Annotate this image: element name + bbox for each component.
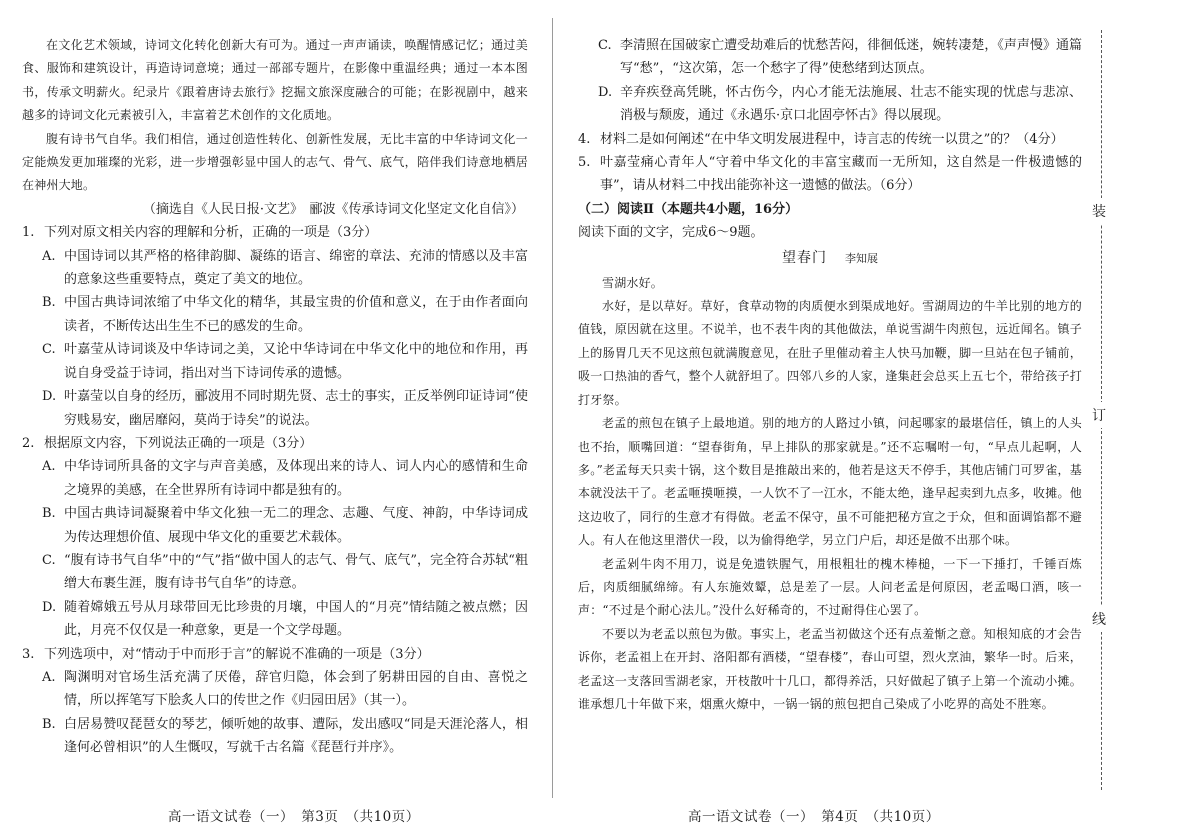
question-number: 2.	[22, 435, 35, 451]
option-text: 叶嘉莹以自身的经历，郦波用不同时期先贤、志士的事实，正反举例印证诗词“使穷贱易安，幽居靡闷，莫尚于诗矣”的说法。	[64, 389, 528, 428]
option-a	[22, 666, 528, 713]
option-text: 辛弃疾登高凭眺，怀古伤今，内心才能无法施展、壮志不能实现的忧虑与悲凉、消极与颓废，通过《永遇乐·京口北固亭怀古》得以展现。	[620, 84, 1082, 124]
option-letter: A.	[42, 669, 56, 685]
option-b	[22, 713, 528, 760]
intro-paragraph-1: 在文化艺术领域，诗词文化转化创新大有可为。通过一声声诵读，唤醒情感记忆；通过美食、服饰和建筑设计，再造诗词意境；通过一部部专题片，在影像中重温经典；通过一本本图书，传承文明薪火。纪录片《跟着唐诗去旅行》挖掘文旅深度融合的可能；在影视剧中，越来越多的诗词文化元素被引入，丰富着艺术创作的文化质地。	[22, 38, 528, 123]
story-paragraph: 不要以为老孟以煎包为傲。事实上，老孟当初做这个还有点羞惭之意。知根知底的才会告诉你，老孟祖上在开封、洛阳都有酒楼，“望春楼”，春山可望，烈火烹油，繁华一时。后来，老孟这一支落回雪湖老家，开枝散叶十几口，都得养活，只好做起了镇子上第一个流动小摊。谁承想几十年做下来，烟熏火燎中，一锅一锅的煎包把自己染成了小吃界的高处不胜寒。	[578, 626, 1082, 711]
option-letter: B.	[42, 506, 56, 522]
option-a	[22, 455, 528, 502]
binding-char-xian: 线	[1092, 606, 1106, 632]
option-b	[22, 291, 528, 338]
story-paragraph: 老孟的煎包在镇子上最地道。别的地方的人路过小镇，问起哪家的最堪信任，镇上的人头也不抬，顺嘴回道：“望春街角，早上排队的那家就是。”还不忘嘱咐一句，“早点儿起啊，人多。”老孟每天只卖十锅，这个数目是推敲出来的，他若是这天不停手，其他店铺门可罗雀，基本就没法干了。老孟咂摸咂摸，一人饮不了一江水，不能太绝，逢早起卖到九点多，收摊。他这边收了，同行的生意才有得做。老孟不保守，虽不可能把秘方宣之于众，但和面调馅都不避人。有人在他这里潜伏一段，以为偷得绝学，另立门户后，却还是做不出那个味。	[578, 416, 1082, 548]
option-text: 中国诗词以其严格的格律韵脚、凝练的语言、绵密的章法、充沛的情感以及丰富的意象这些重要特点，奠定了美文的地位。	[64, 248, 528, 288]
option-text: 中华诗词所具备的文字与声音美感，及体现出来的诗人、词人内心的感情和生命之境界的美感，在全世界所有诗词中都是独有的。	[64, 459, 528, 498]
option-letter: B.	[42, 716, 56, 732]
story-author: 李知展	[845, 251, 878, 265]
option-text: 随着嫦娥五号从月球带回无比珍贵的月壤，中国人的“月亮”情结随之被点燃；因此，月亮不仅仅是一种意象，更是一个文学母题。	[64, 599, 528, 639]
question-number: 1.	[22, 225, 35, 241]
question-stem: 根据原文内容，下列说法正确的一项是（3分）	[44, 435, 313, 451]
page-footer-right: 高一语文试卷（一） 第4页 （共10页）	[688, 809, 940, 825]
story-paragraph: 老孟剁牛肉不用刀，说是免遗铁腥气，用根粗壮的槐木棒槌，一下一下捶打，千锤百炼后，肉质细腻绵缔。有人东施效颦，总是差了一层。人问老孟是何原因，老孟喝口酒，咳一声：“不过是个耐心法儿。”没什么好稀奇的，不过耐得住心罢了。	[578, 556, 1082, 618]
option-text: 李清照在国破家亡遭受劫难后的忧愁苦闷，徘徊低迷，婉转凄楚，《声声慢》通篇写“愁”，“这次第，怎一个愁字了得”使愁绪到达顶点。	[620, 38, 1082, 77]
story-paragraph: 水好，是以草好。草好，食草动物的肉质便水到渠成地好。雪湖周边的牛羊比别的地方的值钱，原因就在这里。不说羊，也不表牛肉的其他做法，单说雪湖牛肉煎包，远近闻名。镇子上的肠胃几天不见这煎包就满腹意见，在肚子里催动着主人快马加鞭，脚一旦站在包子铺前，吸一口热油的香气，整个人就舒坦了。四邻八乡的人家，逢集赶会总买上五七个，带给孩子打打牙祭。	[578, 299, 1082, 407]
option-text: “腹有诗书气自华”中的“气”指“做中国人的志气、骨气、底气”，完全符合苏轼“粗缯大布裹生涯，腹有诗书气自华”的诗意。	[64, 552, 528, 592]
page-footer-left: 高一语文试卷（一） 第3页 （共10页）	[168, 809, 420, 825]
option-c	[578, 34, 1082, 81]
question-3-continued	[578, 34, 1082, 128]
reading-instruction: 阅读下面的文字，完成6～9题。	[578, 225, 764, 241]
left-page	[22, 34, 528, 760]
option-letter: A.	[42, 459, 56, 475]
question-1	[22, 221, 528, 432]
option-c	[22, 549, 528, 596]
intro-paragraph-2: 腹有诗书气自华。我们相信，通过创造性转化、创新性发展，无比丰富的中华诗词文化一定能焕发更加璀璨的光彩，进一步增强彰显中国人的志气、骨气、底气，陪伴我们诗意地栖居在神州大地。	[22, 131, 528, 193]
option-text: 白居易赞叹琵琶女的琴艺，倾听她的故事、遭际，发出感叹“同是天涯沦落人，相逢何必曾相识”的人生慨叹，写就千古名篇《琵琶行并序》。	[64, 716, 528, 756]
option-text: 叶嘉莹从诗词谈及中华诗词之美，又论中华诗词在中华文化中的地位和作用，再说自身受益于诗词，指出对当下诗词传承的遗憾。	[64, 342, 528, 381]
option-b	[22, 502, 528, 549]
question-stem: 材料二是如何阐述“在中华文明发展进程中，诗言志的传统一以贯之”的？（4分）	[600, 131, 1064, 147]
option-a	[22, 245, 528, 292]
question-5	[578, 151, 1082, 198]
source-citation: （摘选自《人民日报·文艺》 郦波《传承诗词文化坚定文化自信》）	[142, 201, 524, 217]
option-text: 陶渊明对官场生活充满了厌倦，辞官归隐，体会到了躬耕田园的自由、喜悦之情，所以挥笔写下脍炙人口的传世之作《归园田居》（其一）。	[64, 669, 528, 709]
option-d	[578, 81, 1082, 128]
option-letter: B.	[42, 295, 56, 311]
story-title: 望春门	[782, 249, 827, 266]
question-stem: 下列对原文相关内容的理解和分析，正确的一项是（3分）	[44, 225, 378, 241]
option-letter: C.	[42, 342, 56, 358]
option-letter: D.	[42, 599, 57, 615]
page-divider	[552, 18, 553, 798]
option-letter: C.	[598, 38, 612, 53]
option-d	[22, 596, 528, 643]
option-letter: D.	[598, 84, 613, 100]
option-text: 中国古典诗词凝聚着中华文化独一无二的理念、志趣、气度、神韵，中华诗词成为传达理想价值、展现中华文化的重要艺术载体。	[64, 506, 528, 545]
right-page	[578, 34, 1082, 716]
story-paragraph: 雪湖水好。	[602, 275, 664, 290]
binding-char-zhuang: 装	[1092, 198, 1106, 224]
question-4	[578, 128, 1082, 151]
question-number: 4.	[578, 131, 591, 147]
question-number: 5.	[578, 155, 591, 171]
section-heading: （二）阅读Ⅱ（本题共4小题，16分）	[578, 201, 799, 217]
option-text: 中国古典诗词浓缩了中华文化的精华，其最宝贵的价值和意义，在于由作者面向读者，不断传达出生生不已的感发的生命。	[64, 295, 528, 334]
option-letter: C.	[42, 552, 56, 568]
option-letter: D.	[42, 389, 57, 405]
option-letter: A.	[42, 248, 56, 264]
binding-char-ding: 订	[1092, 402, 1106, 428]
option-d	[22, 385, 528, 432]
question-stem: 下列选项中，对“情动于中而形于言”的解说不准确的一项是（3分）	[44, 646, 430, 662]
question-2	[22, 432, 528, 643]
story-heading	[578, 245, 1082, 272]
question-stem: 叶嘉莹痛心青年人“守着中华文化的丰富宝藏而一无所知，这自然是一件极遗憾的事”，请从材料二中找出能弥补这一遗憾的做法。（6分）	[600, 155, 1082, 194]
option-c	[22, 338, 528, 385]
question-number: 3.	[22, 646, 35, 662]
question-3	[22, 643, 528, 760]
